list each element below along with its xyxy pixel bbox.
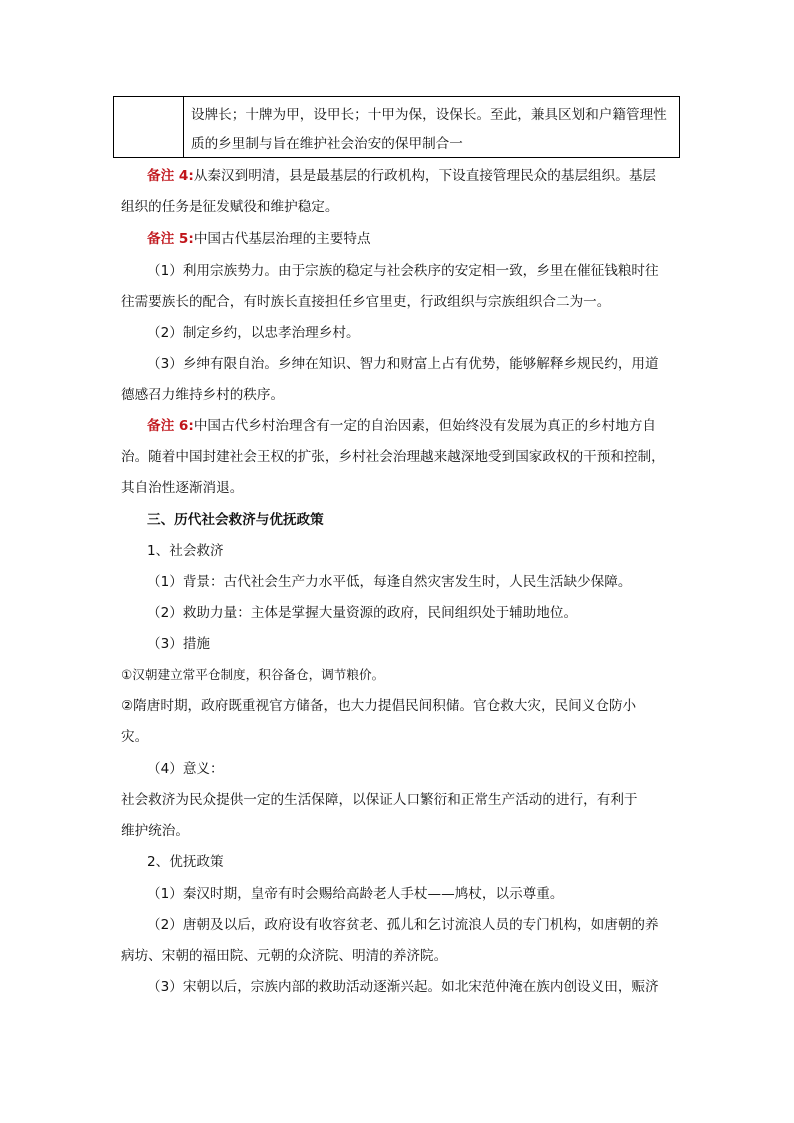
comfort-2-line-2: 病坊、宋朝的福田院、元朝的众济院、明清的养济院。: [121, 948, 448, 964]
note5-p3-line-1: （3）乡绅有限自治。乡绅在知识、智力和财富上占有优势，能够解释乡规民约，用道: [147, 356, 659, 372]
relief-meaning: （4）意义：: [147, 761, 224, 777]
note4-label: 备注 4:: [147, 168, 194, 184]
measure-2-line-1: ②隋唐时期，政府既重视官方储备，也大力提倡民间积储。官仓救大灾，民间义仓防小: [121, 698, 637, 714]
note5-p3-line-2: 德感召力维持乡村的秩序。: [121, 387, 285, 403]
note6-line-3: 其自治性逐渐消退。: [121, 480, 244, 496]
comfort-3-line-1: （3）宋朝以后，宗族内部的救助活动逐渐兴起。如北宋范仲淹在族内创设义田，赈济: [147, 979, 659, 995]
note5-p2: （2）制定乡约，以忠孝治理乡村。: [147, 325, 360, 341]
relief-measures: （3）措施: [147, 636, 211, 652]
section3-sub2: 2、优抚政策: [147, 854, 224, 870]
meaning-line-1: 社会救济为民众提供一定的生活保障，以保证人口繁衍和正常生产活动的进行，有利于: [121, 792, 638, 808]
note5-label: 备注 5:: [147, 231, 194, 247]
table-text-line-1: 设牌长；十牌为甲，设甲长；十甲为保，设保长。至此，兼具区划和户籍管理性: [191, 107, 667, 123]
note4-text-1: 从秦汉到明清，县是最基层的行政机构，下设直接管理民众的基层组织。基层: [193, 168, 657, 184]
comfort-2-line-1: （2）唐朝及以后，政府设有收容贫老、孤儿和乞讨流浪人员的专门机构，如唐朝的养: [147, 917, 659, 933]
measure-2-line-2: 灾。: [121, 729, 149, 745]
table-fragment: [113, 96, 680, 158]
note4-line-2: 组织的任务是征发赋役和维护稳定。: [121, 199, 339, 215]
note5-p1-line-1: （1）利用宗族势力。由于宗族的稳定与社会秩序的安定相一致，乡里在催征钱粮时往: [147, 263, 659, 279]
note5-line: [147, 229, 707, 249]
note5-p1-line-2: 往需要族长的配合，有时族长直接担任乡官里吏，行政组织与宗族组织合二为一。: [121, 294, 611, 310]
relief-force: （2）救助力量：主体是掌握大量资源的政府，民间组织处于辅助地位。: [147, 605, 578, 621]
table-text-line-2: 质的乡里制与旨在维护社会治安的保甲制合一: [191, 136, 463, 152]
note6-text-1: 中国古代乡村治理含有一定的自治因素，但始终没有发展为真正的乡村地方自: [193, 418, 657, 434]
measure-1: ①汉朝建立常平仓制度，积谷备仓，调节粮价。: [121, 667, 385, 682]
note6-label: 备注 6:: [147, 418, 194, 434]
note5-title: 中国古代基层治理的主要特点: [193, 231, 371, 247]
note6-line-2: 治。随着中国封建社会王权的扩张，乡村社会治理越来越深地受到国家政权的干预和控制，: [121, 449, 665, 465]
comfort-1: （1）秦汉时期，皇帝有时会赐给高龄老人手杖——鸠杖，以示尊重。: [147, 886, 564, 902]
note6-line-1: [147, 416, 707, 436]
table-left-cell: [114, 97, 184, 157]
note4-line-1: [147, 166, 707, 186]
table-right-cell: [191, 101, 675, 159]
section3-heading: 三、历代社会救济与优抚政策: [147, 512, 324, 528]
section3-sub1: 1、社会救济: [147, 543, 224, 559]
relief-background: （1）背景：古代社会生产力水平低，每逢自然灾害发生时，人民生活缺少保障。: [147, 574, 632, 590]
meaning-line-2: 维护统治。: [121, 823, 189, 839]
